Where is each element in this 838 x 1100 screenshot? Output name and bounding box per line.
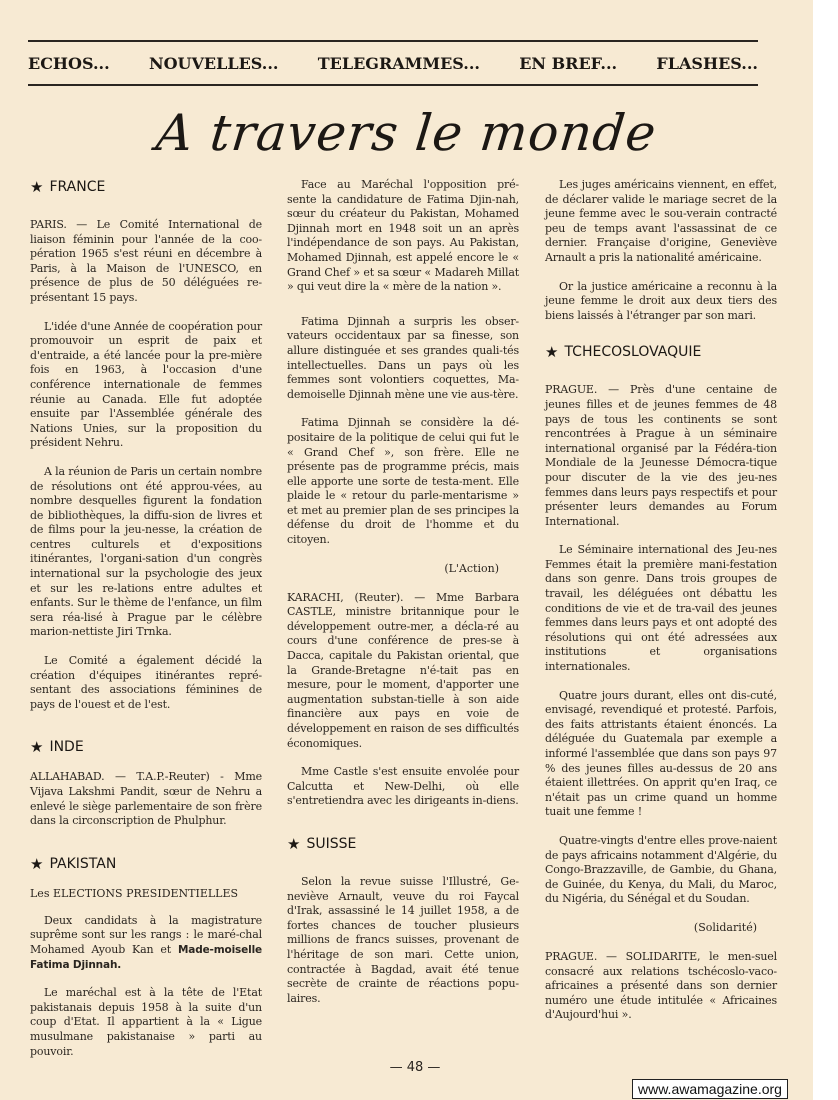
article-paragraph: Quatre-vingts d'entre elles prove-naient de pays africains notamment d'Algérie, du Congo-Brazzaville, de Gambie, du Ghana, de Guinée, du Kenya, du Mali, du Maroc, du Nigéria, du Sénégal et du Soudan. bbox=[545, 833, 777, 906]
banner-item: ECHOS... bbox=[28, 53, 110, 73]
section-subheading: Les ELECTIONS PRESIDENTIELLES bbox=[30, 886, 239, 900]
page-title: A travers le monde bbox=[153, 104, 660, 162]
article-paragraph: Les juges américains viennent, en effet, de déclarer valide le mariage secret de la jeune femme avec le sou-verain contracté peu de temps avant l'assassinat de ce dernier. Française d'origine, Geneviève Arnault a pris la nationalité américaine. bbox=[545, 178, 777, 264]
article-paragraph: ALLAHABAD. — T.A.P.-Reuter) - Mme Vijava Lakshmi Pandit, sœur de Nehru a enlevé le siège parlementaire de son frère dans la circonscription de Phulphur. bbox=[30, 770, 262, 828]
article-source: (Solidarité) bbox=[693, 920, 757, 934]
article-paragraph: Or la justice américaine a reconnu à la jeune femme le droit aux deux tiers des biens laissés à l'étranger par son mari. bbox=[545, 279, 777, 322]
star-icon: ★ bbox=[30, 178, 44, 196]
section-heading-pakistan bbox=[30, 855, 262, 873]
article-paragraph: L'idée d'une Année de coopération pour promouvoir un esprit de paix et d'entraide, a été lancée pour la pre-mière fois en 1963, à l'occasion d'une conférence internationale de femmes réunie au Canada. Elle fut adoptée ensuite par l'Assemblée générale des Nations Unies, sur la proposition du président Nehru. bbox=[30, 319, 262, 450]
banner bbox=[28, 46, 758, 80]
banner-item: FLASHES... bbox=[656, 53, 758, 73]
article-paragraph: PRAGUE. — Près d'une centaine de jeunes filles et de jeunes femmes de 48 pays de tous les continents se sont rencontrées à Prague à un séminaire international organisé par la Fédéra-tion Mondiale de la Jeunesse Démocra-tique pour discuter de la vie des jeu-nes femmes dans leurs pays respectifs et pour présenter leurs demandes au Forum International. bbox=[545, 383, 777, 528]
section-heading-label: INDE bbox=[49, 739, 84, 756]
column-1 bbox=[30, 178, 262, 1073]
article-source: (L'Action) bbox=[444, 561, 499, 575]
star-icon: ★ bbox=[30, 854, 44, 873]
article-paragraph: Fatima Djinnah a surpris les obser-vateurs occidentaux par sa finesse, son allure distinguée et ses grandes quali-tés intellectuelles. Dans un pays où les femmes sont volontiers coquettes, Ma-demoiselle Djinnah mène une vie aus-tère. bbox=[287, 314, 519, 401]
section-heading-tchecoslovaquie bbox=[545, 343, 777, 361]
article-paragraph: PARIS. — Le Comité International de liaison féminin pour l'année de la coo-pération 1965 s'est réuni en décembre à Paris, à la Maison de l'UNESCO, en présence de plus de 50 déléguées re-présentant 15 pays. bbox=[30, 218, 262, 304]
section-heading-label: PAKISTAN bbox=[49, 855, 117, 872]
page-number: — 48 — bbox=[389, 1060, 441, 1075]
column-3 bbox=[545, 178, 777, 1037]
banner-item: TELEGRAMMES... bbox=[317, 53, 480, 73]
paragraph-text: Deux candidats à la magistrature suprême sont sur les rangs : le maré-chal Mohamed Ayoub Kan et bbox=[30, 913, 262, 956]
article-paragraph: Selon la revue suisse l'Illustré, Ge-neviève Arnault, veuve du roi Faycal d'Irak, assassiné le 14 juillet 1958, a de fortes chances de toucher plusieurs millions de francs suisses, provenant de l'héritage de son mari. Cette union, contractée à Bagdad, avait été tenue secrète de crainte de réactions popu-laires. bbox=[287, 874, 519, 1005]
section-heading-france bbox=[30, 178, 262, 196]
article-paragraph: Le maréchal est à la tête de l'Etat pakistanais depuis 1958 à la suite d'un coup d'Etat. Il appartient à la « Ligue musulmane pakistanaise » parti au pouvoir. bbox=[30, 986, 262, 1058]
section-heading-label: SUISSE bbox=[306, 835, 357, 852]
star-icon: ★ bbox=[545, 343, 559, 362]
section-heading-inde bbox=[30, 738, 262, 756]
banner-top-rule bbox=[28, 40, 758, 42]
star-icon: ★ bbox=[287, 834, 301, 853]
article-paragraph: A la réunion de Paris un certain nombre de résolutions ont été approu-vées, au nombre desquelles figurent la fondation de bibliothèques, la diffu-sion de livres et de films pour la jeu-nesse, la création de centres culturels et d'expositions itinérantes, l'organi-sation d'un congrès international sur la psychologie des jeux et sur les re-lations entre adultes et enfants. Sur le thème de l'enfance, un film sera réa-lisé à Prague par le célèbre marion-nettiste Jiri Trnka. bbox=[30, 464, 262, 639]
article-paragraph: KARACHI, (Reuter). — Mme Barbara CASTLE, ministre britannique pour le développement outre-mer, a décla-ré au cours d'une conférence de pres-se à Dacca, capitale du Pakistan oriental, que la Grande-Bretagne n'é-tait pas en mesure, pour le moment, d'apporter une augmentation substan-tielle à son aide financière aux pays en voie de développement en raison de ses difficultés économiques. bbox=[287, 590, 519, 750]
article-paragraph: Le Comité a également décidé la création d'équipes itinérantes repré-sentant des associations féminines de pays de l'ouest et de l'est. bbox=[30, 654, 262, 711]
column-2 bbox=[287, 178, 519, 1020]
watermark-link[interactable]: www.awamagazine.org bbox=[632, 1079, 788, 1099]
article-paragraph: Fatima Djinnah se considère la dé-positaire de la politique de celui qui fut le « Grand Chef », son frère. Elle ne présente pas de programme précis, mais elle apporte une sorte de testa-ment. Elle plaide le « retour du parle-mentarisme » et met au premier plan de ses principes la défense du droit de l'homme et du citoyen. bbox=[287, 416, 519, 547]
section-heading-label: TCHECOSLOVAQUIE bbox=[564, 344, 702, 361]
article-paragraph: Le Séminaire international des Jeu-nes Femmes était la première mani-festation dans son genre. Dans trois groupes de travail, les déléguées ont débattu les conditions de vie et de tra-vail des jeunes femmes dans leurs pays et ont adopté des résolutions qui ont été adressées aux institutions et organisations internationales. bbox=[545, 543, 777, 674]
star-icon: ★ bbox=[30, 738, 44, 757]
banner-item: EN BREF... bbox=[519, 53, 618, 73]
article-paragraph: Mme Castle s'est ensuite envolée pour Calcutta et New-Delhi, où elle s'entretiendra avec les dirigeants in-diens. bbox=[287, 765, 519, 808]
banner-item: NOUVELLES... bbox=[148, 53, 279, 73]
section-heading-label: FRANCE bbox=[49, 179, 106, 195]
article-paragraph: Face au Maréchal l'opposition pré-sente la candidature de Fatima Djin-nah, sœur du créateur du Pakistan, Mohamed Djinnah mort en 1948 soit un an après l'indépendance de son pays. Au Pakistan, Mohamed Djinnah, est appelé encore le « Grand Chef » et sa sœur « Madareh Millat » qui veut dire la « mère de la nation ». bbox=[287, 178, 519, 294]
article-paragraph: PRAGUE. — SOLIDARITE, le men-suel consacré aux relations tschécoslo-vaco-africaines a présenté dans son dernier numéro une étude intitulée « Africaines d'Aujourd'hui ». bbox=[545, 949, 777, 1022]
article-paragraph bbox=[30, 914, 262, 972]
section-heading-suisse bbox=[287, 835, 519, 853]
paragraph-bold-text: Made-moiselle Fatima Djinnah. bbox=[30, 943, 262, 971]
article-paragraph: Quatre jours durant, elles ont dis-cuté, envisagé, revendiqué et protesté. Parfois, des faits attristants étaient énoncés. La déléguée du Guatemala par exemple a informé l'assemblée que dans son pays 97 % des jeunes filles au-dessus de 20 ans étaient illettrées. On apprit qu'en Iraq, ce n'était pas un crime quand un homme tuait une femme ! bbox=[545, 688, 777, 819]
banner-bottom-rule bbox=[28, 84, 758, 86]
